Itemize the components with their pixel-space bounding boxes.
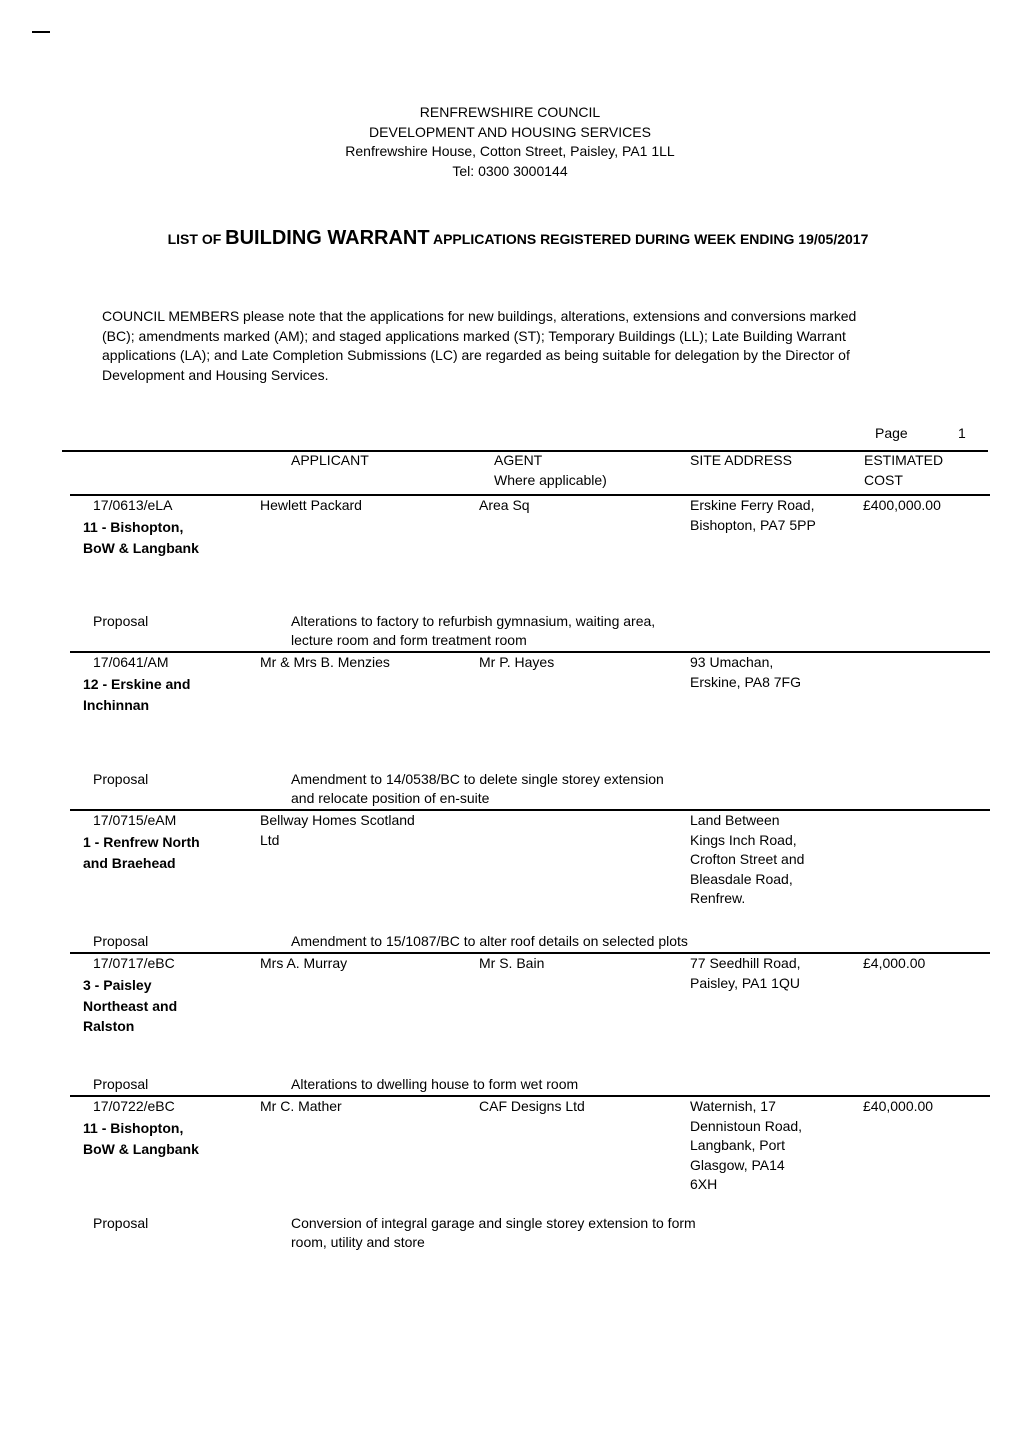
council-address: Renfrewshire House, Cotton Street, Paisley, PA1 1LL (345, 143, 675, 159)
proposal-line: Amendment to 14/0538/BC to delete single storey extension (291, 770, 664, 787)
header-bottom-rule (70, 494, 990, 496)
applicant-name (260, 653, 390, 673)
proposal-line: Alterations to dwelling house to form wet room (291, 1076, 579, 1092)
ward-line: Northeast and (83, 997, 178, 1014)
agent-name: CAF Designs Ltd (479, 1098, 585, 1114)
ward-name (83, 975, 177, 1037)
applicant-name (260, 811, 415, 850)
page-title (0, 229, 1020, 250)
applicant-line: Mr C. Mather (260, 1098, 342, 1114)
council-tel: Tel: 0300 3000144 (452, 162, 568, 179)
ward-name (83, 832, 200, 873)
applicant-line: Bellway Homes Scotland (260, 812, 415, 828)
council-name: RENFREWSHIRE COUNCIL (419, 104, 601, 120)
application-ref: 17/0717/eBC (93, 955, 175, 971)
proposal-line: Amendment to 15/1087/BC to alter roof details on selected plots (291, 933, 688, 949)
proposal-text (291, 1214, 696, 1253)
proposal-line: Alterations to factory to refurbish gymnasium, waiting area, (291, 612, 656, 629)
column-estimated-cost: ESTIMATED COST (864, 452, 944, 488)
application-ref: 17/0715/eAM (93, 812, 177, 828)
site-address-line: 77 Seedhill Road, (690, 955, 801, 971)
proposal-line: room, utility and store (291, 1234, 425, 1250)
proposal-text (291, 612, 655, 651)
ward-line: and Braehead (83, 854, 176, 871)
site-address-line: Langbank, Port (690, 1137, 785, 1153)
applicant-line: Mr & Mrs B. Menzies (260, 654, 390, 670)
ward-line: 12 - Erskine and (83, 676, 191, 692)
column-applicant: APPLICANT (291, 452, 369, 468)
proposal-text (291, 932, 688, 952)
site-address-line: Crofton Street and (690, 851, 805, 867)
applicant-name (260, 1097, 342, 1117)
council-notice: COUNCIL MEMBERS please note that the applications for new buildings, alterations, extensions and conversions marked (BC); amendments marked (AM); and staged applications marked (ST); Temporary Buildings (LL); Late Building Warrant applications (LA); and Late Completion Submissions (LC) are regarded as being suitable for delegation by the Director of Development and Housing Services. (102, 308, 857, 383)
council-header (0, 103, 1020, 181)
proposal-text (291, 1075, 578, 1095)
proposal-label: Proposal (93, 933, 149, 949)
site-address-line: Land Between (690, 812, 780, 828)
title-prefix: LIST OF (167, 231, 222, 247)
site-address (690, 954, 801, 993)
title-emphasis: BUILDING WARRANT (225, 227, 430, 249)
page-number: 1 (958, 425, 966, 441)
applicant-line: Ltd (260, 831, 280, 848)
applicant-name (260, 954, 347, 974)
application-ref: 17/0613/eLA (93, 497, 173, 513)
estimated-cost: £4,000.00 (863, 955, 926, 971)
agent-name: Area Sq (479, 497, 530, 513)
ward-line: Inchinnan (83, 696, 150, 713)
site-address-line: Paisley, PA1 1QU (690, 974, 800, 991)
site-address-line: Glasgow, PA14 (690, 1156, 785, 1173)
proposal-line: and relocate position of en-suite (291, 790, 490, 806)
site-address (690, 653, 801, 692)
site-address-line: Dennistoun Road, (690, 1117, 803, 1134)
application-ref: 17/0641/AM (93, 654, 169, 670)
proposal-line: lecture room and form treatment room (291, 632, 527, 648)
estimated-cost: £400,000.00 (863, 497, 941, 513)
row-separator (70, 809, 990, 811)
agent-name: Mr S. Bain (479, 955, 545, 971)
site-address (690, 1097, 802, 1195)
applicant-line: Hewlett Packard (260, 497, 362, 513)
title-suffix: APPLICATIONS REGISTERED DURING WEEK ENDING 19/05/2017 (432, 231, 869, 247)
proposal-text (291, 770, 664, 809)
ward-line: 11 - Bishopton, (83, 519, 184, 535)
site-address (690, 496, 816, 535)
proposal-label: Proposal (93, 1076, 149, 1092)
ward-line: 3 - Paisley (83, 977, 152, 993)
ward-name (83, 1118, 199, 1159)
page-label: Page (875, 425, 908, 441)
column-site-address: SITE ADDRESS (690, 452, 792, 468)
proposal-label: Proposal (93, 1214, 149, 1231)
site-address-line: 6XH (690, 1176, 718, 1192)
site-address-line: Renfrew. (690, 890, 746, 906)
site-address-line: Erskine, PA8 7FG (690, 673, 802, 690)
proposal-line: Conversion of integral garage and single storey extension to form (291, 1214, 696, 1231)
application-ref: 17/0722/eBC (93, 1098, 175, 1114)
ward-name (83, 674, 190, 715)
site-address-line: Kings Inch Road, (690, 831, 797, 848)
ward-line: Ralston (83, 1018, 135, 1034)
applicant-line: Mrs A. Murray (260, 955, 348, 971)
site-address-line: Waternish, 17 (690, 1098, 776, 1114)
proposal-label: Proposal (93, 612, 149, 629)
ward-line: 1 - Renfrew North (83, 834, 200, 850)
agent-name: Mr P. Hayes (479, 654, 555, 670)
site-address-line: Bishopton, PA7 5PP (690, 516, 816, 533)
ward-line: BoW & Langbank (83, 1140, 199, 1157)
estimated-cost: £40,000.00 (863, 1098, 934, 1114)
site-address-line: Bleasdale Road, (690, 870, 793, 887)
proposal-label: Proposal (93, 770, 149, 787)
site-address (690, 811, 804, 909)
site-address-line: 93 Umachan, (690, 654, 774, 670)
ward-name (83, 517, 199, 558)
ward-line: 11 - Bishopton, (83, 1120, 184, 1136)
department-name: DEVELOPMENT AND HOUSING SERVICES (369, 123, 651, 140)
corner-mark (32, 31, 50, 33)
ward-line: BoW & Langbank (83, 539, 199, 556)
applicant-name (260, 496, 362, 516)
site-address-line: Erskine Ferry Road, (690, 497, 815, 513)
column-agent: AGENT Where applicable) (494, 452, 607, 488)
